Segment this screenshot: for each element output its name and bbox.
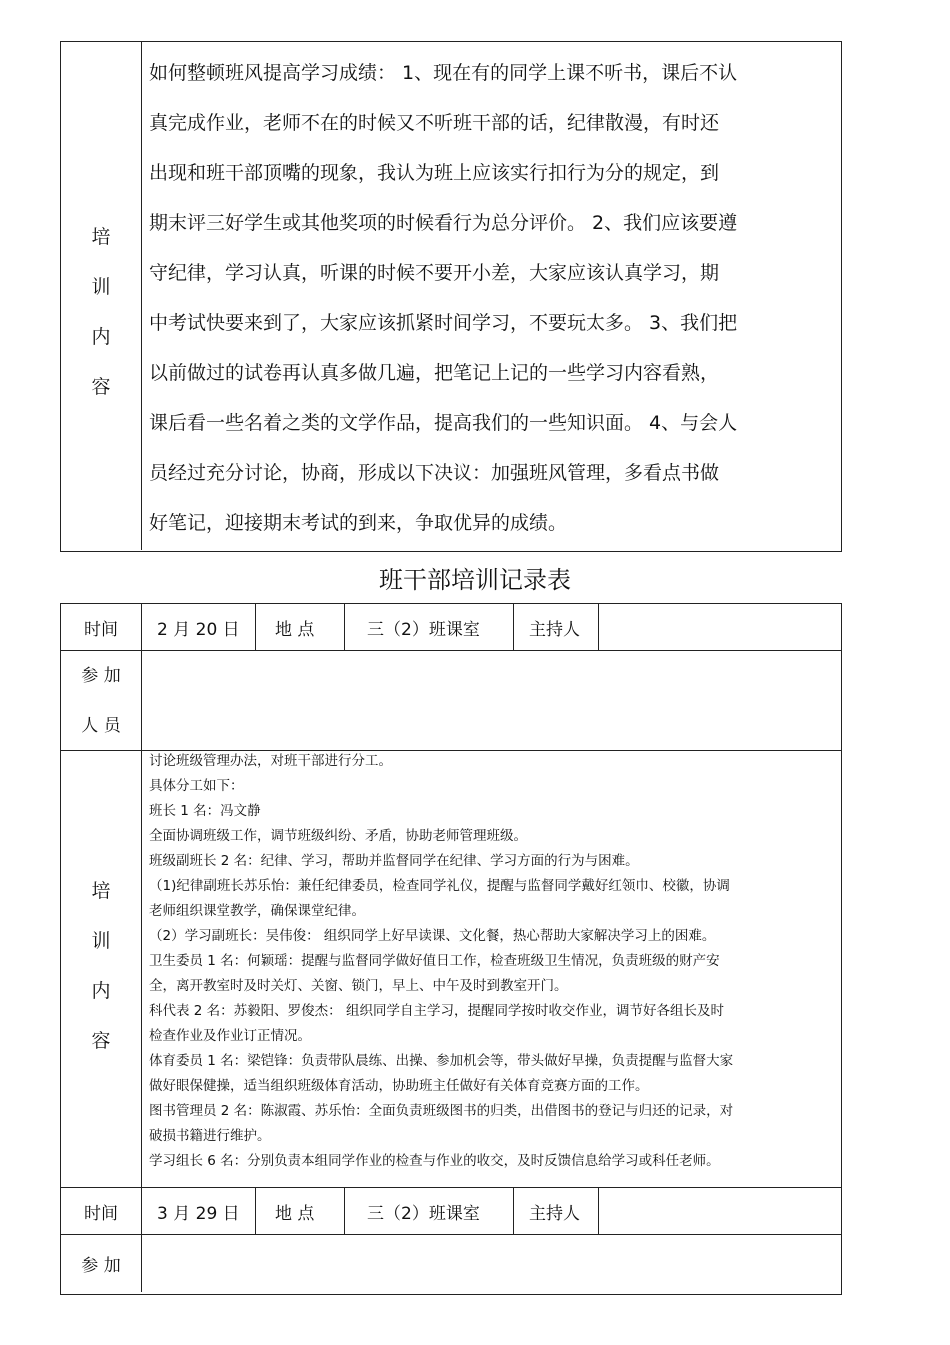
training-record-table xyxy=(60,603,842,1295)
participants-label: 参 加 xyxy=(81,1256,121,1276)
previous-record-table xyxy=(60,41,842,552)
content-label: 培 训 内 容 xyxy=(91,880,111,1052)
place-label: 地 点 xyxy=(275,1203,315,1224)
place-label: 地 点 xyxy=(275,619,315,640)
record-1-participants-row xyxy=(61,651,841,751)
record-1-content-row xyxy=(61,751,841,1188)
record-1-header-row xyxy=(61,604,841,651)
training-content-text: 如何整顿班风提高学习成绩： 1、现在有的同学上课不听书，课后不认 真完成作业，老师不在的时候又不听班干部的话，纪律散漫，有时还 出现和班干部顶嘴的现象，我认为班上应该实行扣行为分的规定，到 期末评三好学生或其他奖项的时候看行为总分评价。 2、我们应该要遵 守纪律，学习认真，听课的时候不要开小差，大家应该认真学习，期 中考试快要来到了，大家应该抓紧时间学习，不要玩太多。 3、我们把 以前做过的试卷再认真多做几遍，把笔记上记的一些学习内容看熟， 课后看一些名着之类的文学作品，提高我们的一些知识面。 4、与会人 员经过充分讨论，协商，形成以下决议：加强班风管理，多看点书做 好笔记，迎接期末考试的到来，争取优异的成绩。 xyxy=(149,62,738,534)
participants-label: 参 加 人 员 xyxy=(81,666,121,736)
host-label: 主持人 xyxy=(529,619,580,640)
time-label: 时间 xyxy=(84,619,118,640)
page-title: 班干部培训记录表 xyxy=(379,566,571,594)
training-content-row xyxy=(61,42,841,550)
host-value xyxy=(609,1188,839,1234)
record-2-header-row xyxy=(61,1188,841,1235)
place-value: 三（2）班课室 xyxy=(367,619,480,640)
content-text: 讨论班级管理办法，对班干部进行分工。 具体分工如下： 班长 1 名：冯文静 全面协调班级工作，调节班级纠纷、矛盾，协助老师管理班级。 班级副班长 2 名：纪律、学习，帮助并监督同学在纪律、学习方面的行为与困难。 （1)纪律副班长苏乐怡：兼任纪律委员，检查同学礼仪，提醒与监督同学戴好红领巾、校徽，协调 老师组织课堂教学，确保课堂纪律。 （2）学习副班长：吴伟俊： 组织同学上好早读课、文化餐，热心帮助大家解决学习上的困难。 卫生委员 1 名：何颖瑶：提醒与监督同学做好值日工作，检查班级卫生情况，负责班级的财产安 全，离开教室时及时关灯、关窗、锁门，早上、中午及时到教室开门。 科代表 2 名：苏毅阳、罗俊杰： 组织同学自主学习，提醒同学按时收交作业，调节好各组长及时 检查作业及作业订正情况。 体育委员 1 名：梁铠锋：负责带队晨练、出操、参加机会等，带头做好早操，负责提醒与监督大家 做好眼保健操，适当组织班级体育活动，协助班主任做好有关体育竞赛方面的工作。 图书管理员 2 名：陈淑霞、苏乐怡：全面负责班级图书的归类，出借图书的登记与归还的记录，对 破损书籍进行维护。 学习组长 6 名：分别负责本组同学作业的检查与作业的收交，及时反馈信息给学习或科任老师。 xyxy=(149,753,734,1169)
place-value: 三（2）班课室 xyxy=(367,1203,480,1224)
record-2-participants-row xyxy=(61,1235,841,1292)
host-label: 主持人 xyxy=(529,1203,580,1224)
host-value xyxy=(609,604,839,650)
time-label: 时间 xyxy=(84,1203,118,1224)
training-content-label: 培 训 内 容 xyxy=(91,226,111,398)
date-value: 3 月 29 日 xyxy=(157,1203,240,1224)
date-value: 2 月 20 日 xyxy=(157,619,240,640)
